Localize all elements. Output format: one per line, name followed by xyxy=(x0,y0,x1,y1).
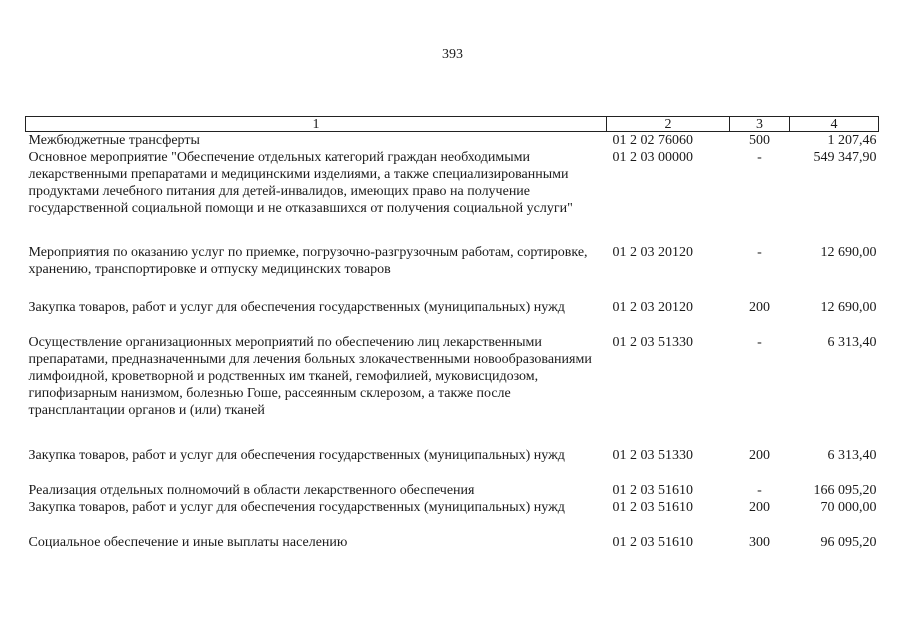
row-code: 01 2 03 20120 xyxy=(612,245,693,260)
row-code: 01 2 03 51610 xyxy=(612,483,693,498)
row-type: - xyxy=(757,335,762,350)
row-name: Социальное обеспечение и иные выплаты населению xyxy=(28,535,348,550)
row-type: - xyxy=(757,483,762,498)
row-name: Закупка товаров, работ и услуг для обеспечения государственных (муниципальных) нужд xyxy=(28,300,565,315)
row-type: 200 xyxy=(749,448,770,463)
row-type: - xyxy=(757,150,762,165)
row-name: Осуществление организационных мероприятий по обеспечению лиц лекарственными препаратами, предназначенными для лечения больных злокачественными новообразованиями лимфоидной, кроветворной и родственных им тканей, гемофилией, муковисцидозом, гипофизарным нанизмом, болезнью Гоше, рассеянным склерозом, а также после трансплантации органов и (или) тканей xyxy=(28,335,592,418)
table-row xyxy=(26,534,879,551)
row-amount: 1 207,46 xyxy=(827,133,877,148)
row-amount: 12 690,00 xyxy=(820,245,877,260)
row-amount: 6 313,40 xyxy=(827,335,877,350)
row-name: Закупка товаров, работ и услуг для обеспечения государственных (муниципальных) нужд xyxy=(28,500,565,515)
row-type: 500 xyxy=(749,133,770,148)
row-name: Реализация отдельных полномочий в области лекарственного обеспечения xyxy=(28,483,475,498)
table-row xyxy=(26,447,879,482)
row-type: 200 xyxy=(749,300,770,315)
row-code: 01 2 02 76060 xyxy=(612,133,693,148)
table-row xyxy=(26,244,879,299)
table-row xyxy=(26,149,879,244)
table-row xyxy=(26,334,879,447)
row-amount: 166 095,20 xyxy=(813,483,877,498)
row-type: 300 xyxy=(749,535,770,550)
row-code: 01 2 03 20120 xyxy=(612,300,693,315)
table-row xyxy=(26,132,879,150)
column-header-code: 2 xyxy=(607,117,730,132)
row-amount: 70 000,00 xyxy=(820,500,877,515)
row-name: Межбюджетные трансферты xyxy=(28,133,200,148)
row-name: Закупка товаров, работ и услуг для обеспечения государственных (муниципальных) нужд xyxy=(28,448,565,463)
row-amount: 12 690,00 xyxy=(820,300,877,315)
page-number: 393 xyxy=(442,47,463,62)
table-row xyxy=(26,299,879,334)
row-code: 01 2 03 51330 xyxy=(612,448,693,463)
column-header-name: 1 xyxy=(26,117,607,132)
row-code: 01 2 03 00000 xyxy=(612,150,693,165)
row-code: 01 2 03 51330 xyxy=(612,335,693,350)
table-row xyxy=(26,482,879,499)
row-amount: 6 313,40 xyxy=(827,448,877,463)
row-type: 200 xyxy=(749,500,770,515)
row-code: 01 2 03 51610 xyxy=(612,500,693,515)
row-amount: 96 095,20 xyxy=(820,535,877,550)
budget-table xyxy=(25,116,879,551)
row-amount: 549 347,90 xyxy=(813,150,877,165)
row-type: - xyxy=(757,245,762,260)
row-name: Основное мероприятие "Обеспечение отдельных категорий граждан необходимыми лекарственными препаратами и медицинскими изделиями, а также специализированными продуктами лечебного питания для детей-инвалидов, имеющих право на получение государственной социальной помощи и не отказавшихся от получения социальной услуги" xyxy=(28,150,573,216)
row-name: Мероприятия по оказанию услуг по приемке, погрузочно-разгрузочным работам, сортировке, хранению, транспортировке и отпуску медицинских товаров xyxy=(28,245,588,277)
table-row xyxy=(26,499,879,534)
column-header-amount: 4 xyxy=(790,117,879,132)
column-header-type: 3 xyxy=(730,117,790,132)
row-code: 01 2 03 51610 xyxy=(612,535,693,550)
table-header-row xyxy=(26,117,879,132)
